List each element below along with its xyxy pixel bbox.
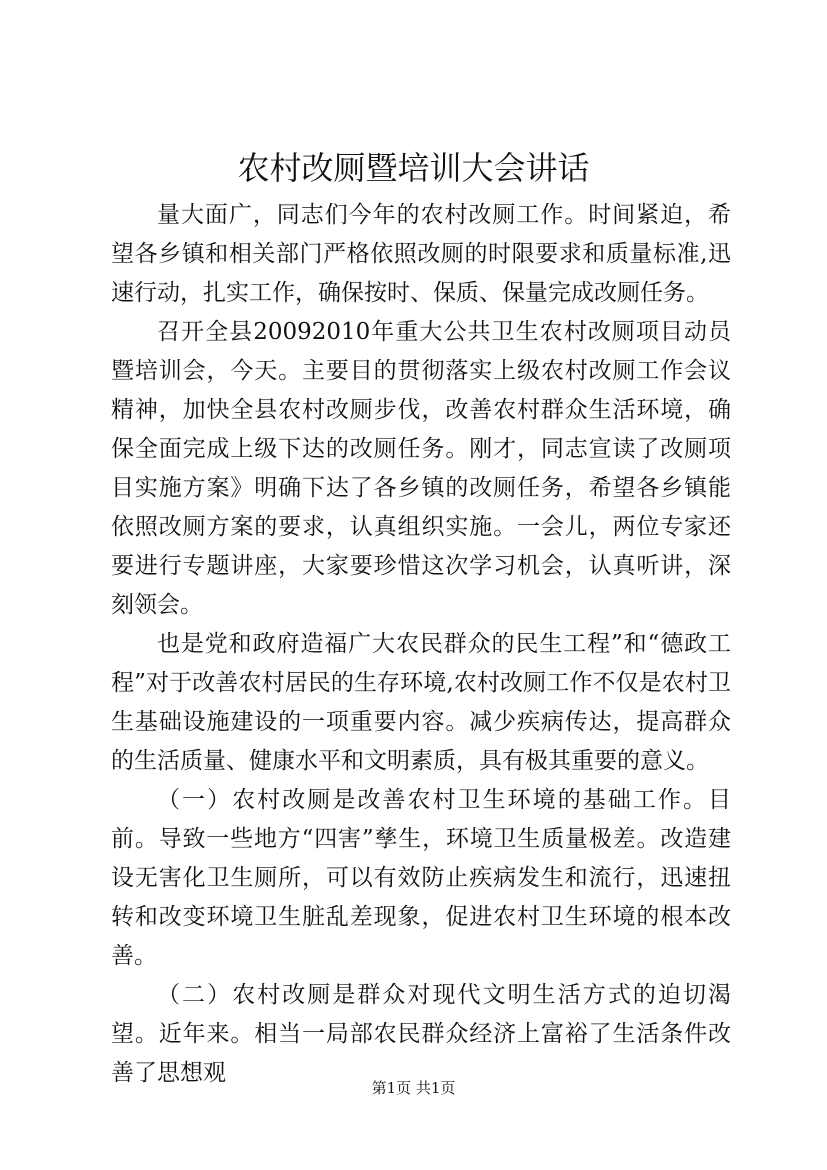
paragraph: 也是党和政府造福广大农民群众的民生工程”和“德政工程”对于改善农村居民的生存环境,农村改厕工作不仅是农村卫生基础设施建设的一项重要内容。减少疾病传达，提高群众的生活质量、健康水平和文明素质，具有极其重要的意义。 bbox=[111, 631, 731, 774]
page-footer: 第1页 共1页 bbox=[371, 1079, 456, 1097]
document-body bbox=[111, 196, 731, 1093]
paragraph: 召开全县20092010年重大公共卫生农村改厕项目动员暨培训会，今天。主要目的贯彻落实上级农村改厕工作会议精神，加快全县农村改厕步伐，改善农村群众生活环境，确保全面完成上级下达的改厕任务。刚才，同志宣读了改厕项目实施方案》明确下达了各乡镇的改厕任务，希望各乡镇能依照改厕方案的要求，认真组织实施。一会儿，两位专家还要进行专题讲座，大家要珍惜这次学习机会，认真听讲，深刻领会。 bbox=[111, 319, 731, 618]
paragraph: （二）农村改厕是群众对现代文明生活方式的迫切渴望。近年来。相当一局部农民群众经济上富裕了生活条件改善了思想观 bbox=[111, 982, 731, 1086]
paragraph: （一）农村改厕是改善农村卫生环境的基础工作。目前。导致一些地方“四害”孳生，环境卫生质量极差。改造建设无害化卫生厕所，可以有效防止疾病发生和流行，迅速扭转和改变环境卫生脏乱差现象，促进农村卫生环境的根本改善。 bbox=[111, 787, 731, 969]
document-title: 农村改厕暨培训大会讲话 bbox=[237, 149, 590, 187]
paragraph: 量大面广，同志们今年的农村改厕工作。时间紧迫，希望各乡镇和相关部门严格依照改厕的时限要求和质量标准,迅速行动，扎实工作，确保按时、保质、保量完成改厕任务。 bbox=[111, 202, 731, 306]
